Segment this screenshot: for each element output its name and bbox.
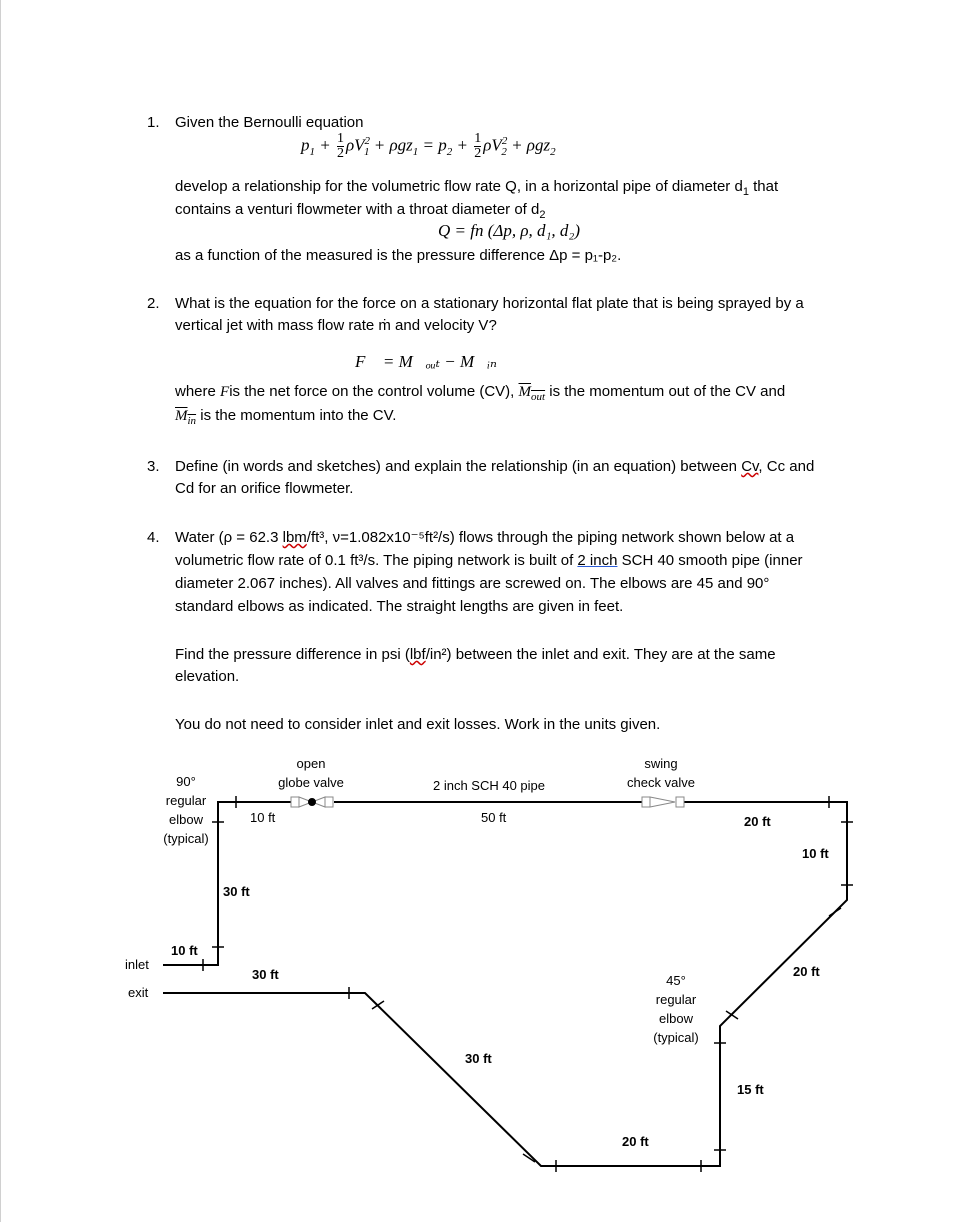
q2-where-line2: $M_{in}$ is the momentum into the CV. (175, 407, 397, 427)
length-exit-line: 30 ft (252, 967, 279, 982)
q4-line3: diameter 2.067 inches). All valves and fittings are screwed on. The elbows are 45 and 90° (175, 575, 770, 592)
q2-line1: What is the equation for the force on a stationary horizontal flat plate that is being sprayed by a (175, 295, 804, 312)
q3-line1: Define (in words and sketches) and explain the relationship (in an equation) between Cv, Cc and (175, 458, 815, 475)
length-right-vert: 10 ft (802, 846, 829, 861)
length-inlet-line: 10 ft (171, 943, 198, 958)
q1-line1: develop a relationship for the volumetric flow rate Q, in a horizontal pipe of diameter $d_1$ that (175, 178, 779, 198)
q4-find-line2: elevation. (175, 668, 240, 685)
q1-intro: Given the Bernoulli equation (175, 114, 364, 131)
length-top-left: 10 ft (250, 810, 276, 825)
q1-line3: as a function of the measured is the pressure difference Δp = p₁-p₂. (175, 247, 622, 264)
length-diag-left: 30 ft (465, 1051, 492, 1066)
q4-find-line: Find the pressure difference in psi (lbf/in²) between the inlet and exit. They are at the same (175, 646, 776, 663)
q2-line2: vertical jet with mass flow rate ṁ and velocity V? (175, 317, 497, 334)
q4-line4: standard elbows as indicated. The straight lengths are given in feet. (175, 598, 624, 615)
length-top-right: 20 ft (744, 814, 771, 829)
length-vert-15: 15 ft (737, 1082, 764, 1097)
check-valve-label: swing check valve (627, 756, 695, 790)
q1-line2: contains a venturi flowmeter with a throat diameter of $d_2$ (175, 201, 546, 221)
force-equation: F⃗ = M⃗ₒᵤₜ − M⃗ᵢₙ (355, 352, 497, 371)
inlet-label: inlet (125, 957, 149, 972)
globe-valve-label: open globe valve (278, 756, 344, 790)
q4-note: You do not need to consider inlet and exit losses. Work in the units given. (175, 716, 661, 733)
q2-where-line: where Fis the net force on the control volume (CV), $M_{out}$ is the momentum out of the CV and (175, 383, 786, 403)
exit-label: exit (128, 985, 149, 1000)
length-bottom: 20 ft (622, 1134, 649, 1149)
piping-diagram (1, 0, 980, 1222)
q4-line1: Water (ρ = 62.3 lbm/ft³, ν=1.082x10⁻⁵ft²/s) flows through the piping network shown below at a (175, 529, 795, 546)
pipe-label: 2 inch SCH 40 pipe (432, 778, 545, 793)
elbow90-label: 90° regular elbow (typical) (163, 774, 209, 846)
q4-line2: volumetric flow rate of 0.1 ft³/s. The piping network is built of 2 inch SCH 40 smooth pipe (inner (175, 552, 803, 569)
elbow45-label: 45° regular elbow (typical) (653, 973, 699, 1045)
length-top-mid: 50 ft (481, 810, 507, 825)
bernoulli-equation: $p_1$ + $\frac{1}{2}$ $\rho V^2_1 + \rho gz_1 = p_2$ + $\frac{1}{2}$ $\rho V^2_2 + \rho gz_2$ (301, 131, 556, 161)
length-left-vert: 30 ft (223, 884, 250, 899)
q4-number: 4. (147, 529, 160, 546)
q1-number: 1. (147, 114, 160, 131)
q1-function-equation: Q = fn (Δp, ρ, d₁, d₂) (438, 221, 581, 240)
joint-ticks (203, 796, 853, 1172)
length-diag-right: 20 ft (793, 964, 820, 979)
q2-number: 2. (147, 295, 160, 312)
pipe-path-right (163, 802, 847, 1166)
q3-number: 3. (147, 458, 160, 475)
check-valve-icon (642, 797, 684, 807)
globe-valve-icon (291, 797, 333, 807)
q3-line2: Cd for an orifice flowmeter. (175, 480, 354, 497)
